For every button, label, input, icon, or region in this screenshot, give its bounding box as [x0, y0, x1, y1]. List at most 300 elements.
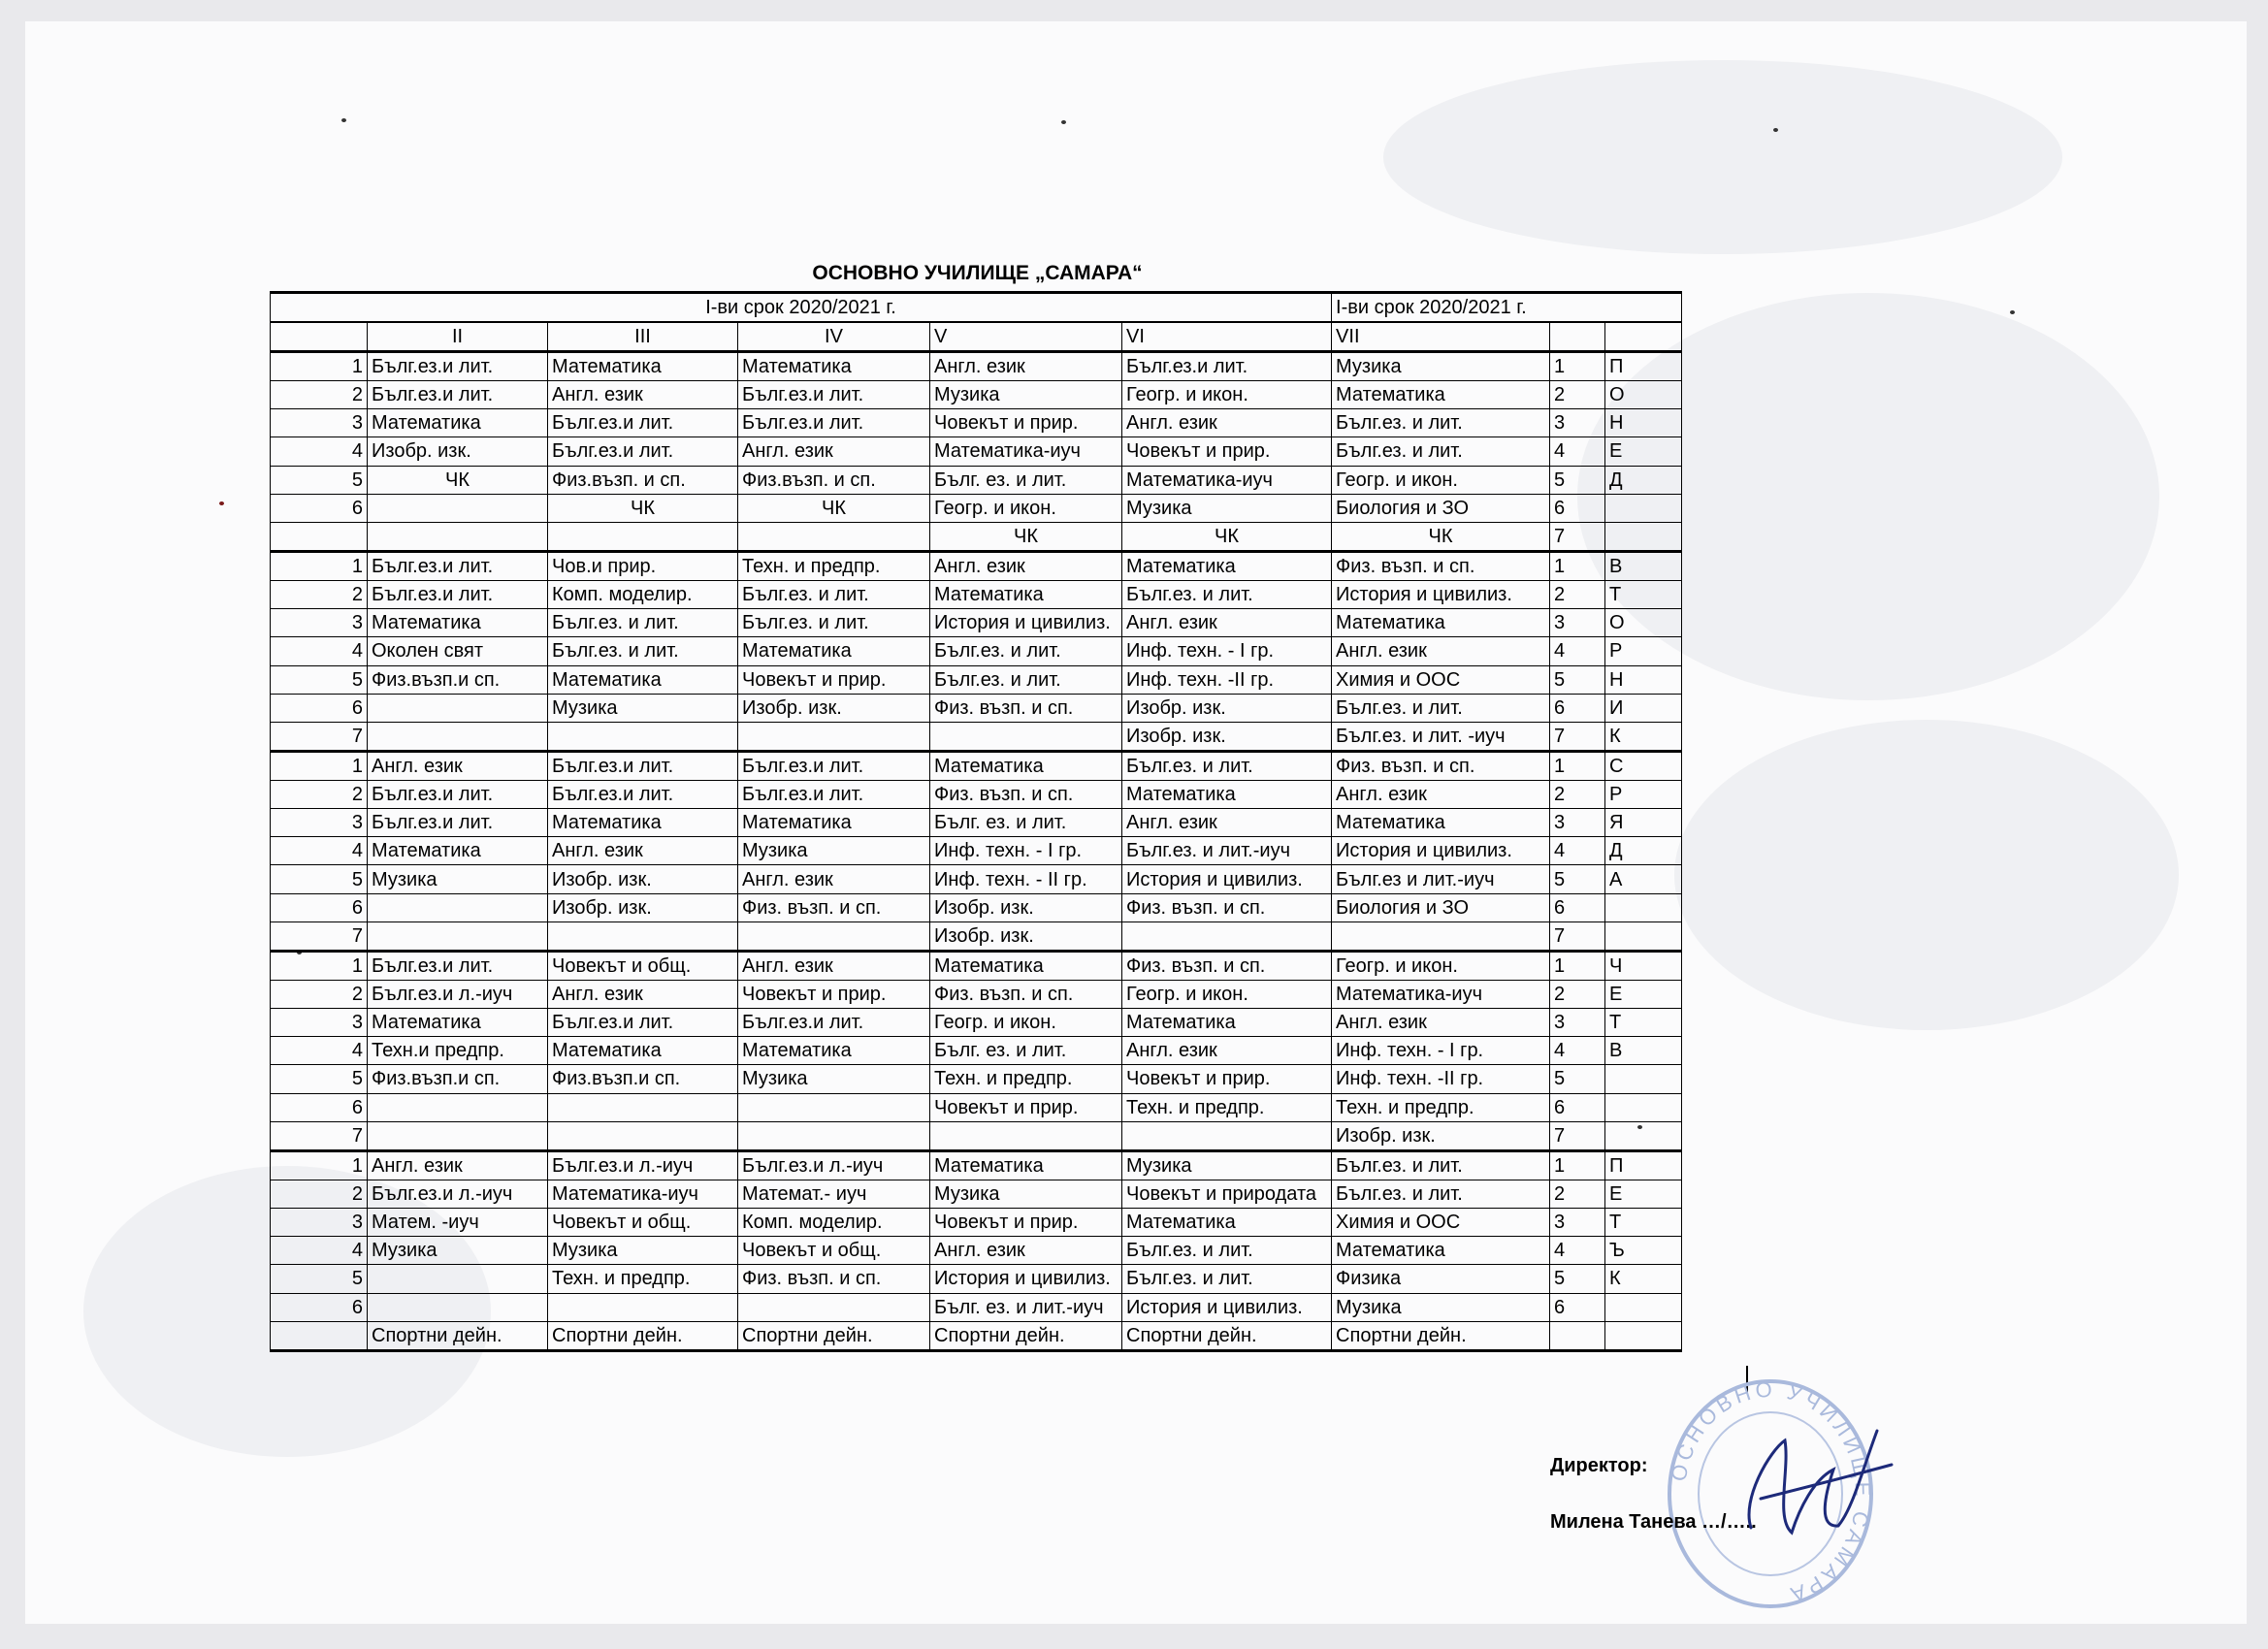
period-number-cell: 6 — [271, 1093, 368, 1121]
schedule-row — [271, 751, 1682, 780]
subject-cell: Бълг.ез.и лит. — [738, 751, 930, 780]
subject-cell: Бълг.ез.и лит. — [548, 437, 738, 466]
schedule-row — [271, 837, 1682, 865]
day-letter-cell: Р — [1605, 637, 1682, 665]
subject-cell: Бълг.ез. и лит. -иуч — [1332, 722, 1550, 751]
day-letter-cell — [1605, 522, 1682, 551]
subject-cell: Математика — [738, 352, 930, 381]
schedule-row — [271, 665, 1682, 694]
corner-cell — [1550, 322, 1605, 352]
subject-cell: Математика — [1332, 381, 1550, 409]
subject-cell: Англ. език — [1122, 809, 1332, 837]
subject-cell: Техн. и предпр. — [548, 1265, 738, 1293]
subject-cell: Биология и ЗО — [1332, 494, 1550, 522]
schedule-row — [271, 1121, 1682, 1150]
subject-cell: Математика — [930, 951, 1122, 980]
subject-cell: Химия и ООС — [1332, 1208, 1550, 1236]
day-letter-cell: Д — [1605, 837, 1682, 865]
subject-cell: Англ. език — [930, 1237, 1122, 1265]
day-letter-cell: Т — [1605, 1009, 1682, 1037]
subject-cell: ЧК — [548, 494, 738, 522]
term-label-left: I-ви срок 2020/2021 г. — [271, 293, 1332, 323]
subject-cell — [368, 922, 548, 951]
period-number-cell: 1 — [271, 751, 368, 780]
subject-cell: Музика — [1122, 494, 1332, 522]
corner-cell — [271, 322, 368, 352]
period-number-right-cell: 1 — [1550, 1150, 1605, 1180]
speck — [341, 118, 346, 122]
subject-cell: Бълг.ез.и лит. — [548, 409, 738, 437]
day-letter-cell — [1605, 1093, 1682, 1121]
period-number-cell: 2 — [271, 1180, 368, 1208]
period-number-right-cell: 5 — [1550, 1065, 1605, 1093]
subject-cell: Техн. и предпр. — [738, 551, 930, 580]
class-header-VI: VI — [1122, 322, 1332, 352]
period-number-right-cell: 3 — [1550, 409, 1605, 437]
subject-cell: Музика — [930, 381, 1122, 409]
subject-cell: Спортни дейн. — [548, 1321, 738, 1350]
period-number-right-cell: 1 — [1550, 751, 1605, 780]
subject-cell: Човекът и общ. — [548, 951, 738, 980]
period-number-right-cell: 5 — [1550, 1265, 1605, 1293]
subject-cell: Спортни дейн. — [738, 1321, 930, 1350]
subject-cell: Музика — [1332, 1293, 1550, 1321]
period-number-cell: 2 — [271, 780, 368, 808]
subject-cell: Бълг.ез и лит.-иуч — [1332, 865, 1550, 893]
schedule-row — [271, 1037, 1682, 1065]
subject-cell: Математ.- иуч — [738, 1180, 930, 1208]
subject-cell: Техн. и предпр. — [930, 1065, 1122, 1093]
period-number-cell — [271, 1321, 368, 1350]
subject-cell — [368, 494, 548, 522]
period-number-right-cell: 6 — [1550, 1093, 1605, 1121]
period-number-right-cell: 6 — [1550, 893, 1605, 922]
subject-cell: Англ. език — [548, 381, 738, 409]
day-letter-cell: В — [1605, 551, 1682, 580]
subject-cell — [1122, 922, 1332, 951]
subject-cell: Бълг.ез.и лит. — [368, 780, 548, 808]
class-header-VII: VII — [1332, 322, 1550, 352]
schedule-row — [271, 1009, 1682, 1037]
subject-cell: Техн. и предпр. — [1332, 1093, 1550, 1121]
subject-cell — [738, 1121, 930, 1150]
seal-text: ОСНОВНО УЧИЛИЩЕ САМАРА — [1666, 1376, 1876, 1608]
period-number-cell: 6 — [271, 893, 368, 922]
period-number-cell: 2 — [271, 980, 368, 1008]
subject-cell — [930, 1121, 1122, 1150]
period-number-right-cell: 4 — [1550, 1237, 1605, 1265]
subject-cell: Физ.възп.и сп. — [368, 1065, 548, 1093]
class-header-IV: IV — [738, 322, 930, 352]
class-header-row — [271, 322, 1682, 352]
period-number-right-cell: 5 — [1550, 665, 1605, 694]
subject-cell: Англ. език — [1122, 409, 1332, 437]
period-number-right-cell: 3 — [1550, 1208, 1605, 1236]
subject-cell: Изобр. изк. — [1122, 722, 1332, 751]
schedule-row — [271, 551, 1682, 580]
subject-cell: Математика — [368, 1009, 548, 1037]
subject-cell: Бълг.ез.и л.-иуч — [368, 980, 548, 1008]
subject-cell — [548, 1093, 738, 1121]
subject-cell: Бълг.ез.и л.-иуч — [368, 1180, 548, 1208]
subject-cell: Математика — [548, 1037, 738, 1065]
subject-cell — [738, 922, 930, 951]
schedule-row — [271, 637, 1682, 665]
subject-cell: Физика — [1332, 1265, 1550, 1293]
director-signature — [1732, 1411, 1896, 1562]
subject-cell: Физ. възп. и сп. — [930, 780, 1122, 808]
schedule-row — [271, 466, 1682, 494]
period-number-cell: 6 — [271, 494, 368, 522]
schedule-row — [271, 1150, 1682, 1180]
subject-cell: Англ. език — [548, 980, 738, 1008]
subject-cell: Англ. език — [1122, 609, 1332, 637]
subject-cell: Човекът и общ. — [548, 1208, 738, 1236]
subject-cell — [738, 722, 930, 751]
period-number-right-cell: 7 — [1550, 722, 1605, 751]
subject-cell: Математика — [368, 837, 548, 865]
subject-cell — [738, 1293, 930, 1321]
subject-cell: Геогр. и икон. — [1122, 381, 1332, 409]
subject-cell: Спортни дейн. — [930, 1321, 1122, 1350]
day-letter-cell — [1605, 1321, 1682, 1350]
schedule-row — [271, 694, 1682, 722]
subject-cell: Изобр. изк. — [548, 865, 738, 893]
period-number-cell: 5 — [271, 865, 368, 893]
period-number-right-cell: 2 — [1550, 381, 1605, 409]
subject-cell: Спортни дейн. — [1332, 1321, 1550, 1350]
schedule-row — [271, 893, 1682, 922]
subject-cell: Бълг.ез.и лит. — [738, 381, 930, 409]
period-number-cell: 4 — [271, 1037, 368, 1065]
period-number-cell: 5 — [271, 665, 368, 694]
subject-cell: Бълг.ез. и лит. — [930, 665, 1122, 694]
subject-cell: Техн. и предпр. — [1122, 1093, 1332, 1121]
subject-cell: Бълг.ез.и лит. — [368, 951, 548, 980]
director-name: Милена Танева …/….. — [1550, 1511, 1757, 1533]
period-number-right-cell: 3 — [1550, 809, 1605, 837]
subject-cell: Музика — [738, 1065, 930, 1093]
subject-cell: Музика — [1122, 1150, 1332, 1180]
subject-cell: Бълг. ез. и лит. — [930, 809, 1122, 837]
subject-cell: ЧК — [1122, 522, 1332, 551]
period-number-cell: 3 — [271, 1208, 368, 1236]
period-number-right-cell: 7 — [1550, 522, 1605, 551]
subject-cell: Бълг.ез.и лит. — [548, 1009, 738, 1037]
subject-cell: Матем. -иуч — [368, 1208, 548, 1236]
subject-cell: Бълг.ез.и лит. — [368, 580, 548, 608]
period-number-cell — [271, 522, 368, 551]
subject-cell: Математика — [930, 751, 1122, 780]
subject-cell: Бълг.ез. и лит. — [1332, 1150, 1550, 1180]
day-letter-cell: Т — [1605, 580, 1682, 608]
subject-cell: История и цивилиз. — [1332, 580, 1550, 608]
subject-cell — [368, 1093, 548, 1121]
period-number-right-cell: 1 — [1550, 951, 1605, 980]
schedule-row — [271, 352, 1682, 381]
subject-cell: Инф. техн. -II гр. — [1122, 665, 1332, 694]
schedule-row — [271, 980, 1682, 1008]
period-number-right-cell: 6 — [1550, 694, 1605, 722]
subject-cell: Бълг. ез. и лит. — [930, 466, 1122, 494]
subject-cell: Изобр. изк. — [1332, 1121, 1550, 1150]
subject-cell: Бълг.ез.и лит. — [738, 780, 930, 808]
period-number-right-cell: 2 — [1550, 780, 1605, 808]
subject-cell: Физ.възп. и сп. — [548, 466, 738, 494]
subject-cell: Математика — [1332, 809, 1550, 837]
term-header-row — [271, 293, 1682, 323]
subject-cell: Бълг.ез.и лит. — [1122, 352, 1332, 381]
subject-cell: Човекът и прир. — [1122, 1065, 1332, 1093]
subject-cell: Математика — [1122, 780, 1332, 808]
subject-cell: Инф. техн. -II гр. — [1332, 1065, 1550, 1093]
subject-cell: Инф. техн. - I гр. — [1122, 637, 1332, 665]
period-number-cell: 7 — [271, 922, 368, 951]
subject-cell — [738, 1093, 930, 1121]
day-letter-cell: Д — [1605, 466, 1682, 494]
subject-cell: Бълг.ез.и л.-иуч — [738, 1150, 930, 1180]
day-letter-cell — [1605, 494, 1682, 522]
subject-cell: Бълг. ез. и лит.-иуч — [930, 1293, 1122, 1321]
day-letter-cell: Е — [1605, 1180, 1682, 1208]
subject-cell: Изобр. изк. — [930, 893, 1122, 922]
subject-cell: Бълг.ез.и лит. — [368, 551, 548, 580]
subject-cell: Музика — [368, 1237, 548, 1265]
subject-cell — [1122, 1121, 1332, 1150]
subject-cell — [930, 722, 1122, 751]
subject-cell: Бълг.ез. и лит. — [930, 637, 1122, 665]
subject-cell: Бълг.ез. и лит. — [548, 609, 738, 637]
period-number-right-cell: 4 — [1550, 437, 1605, 466]
subject-cell: Англ. език — [1332, 637, 1550, 665]
subject-cell: Човекът и прир. — [1122, 437, 1332, 466]
class-header-V: V — [930, 322, 1122, 352]
subject-cell — [548, 1121, 738, 1150]
period-number-cell: 4 — [271, 1237, 368, 1265]
day-letter-cell: Ъ — [1605, 1237, 1682, 1265]
subject-cell: Англ. език — [930, 352, 1122, 381]
period-number-cell: 5 — [271, 1265, 368, 1293]
subject-cell: Изобр. изк. — [930, 922, 1122, 951]
subject-cell: Математика — [548, 665, 738, 694]
day-letter-cell: Р — [1605, 780, 1682, 808]
day-letter-cell: К — [1605, 1265, 1682, 1293]
subject-cell: Човекът и природата — [1122, 1180, 1332, 1208]
subject-cell: Англ. език — [548, 837, 738, 865]
subject-cell: Бълг.ез.и лит. — [548, 780, 738, 808]
subject-cell: Физ. възп. и сп. — [738, 893, 930, 922]
subject-cell: Математика — [930, 580, 1122, 608]
period-number-right-cell: 4 — [1550, 637, 1605, 665]
subject-cell: Англ. език — [930, 551, 1122, 580]
subject-cell: История и цивилиз. — [1122, 1293, 1332, 1321]
subject-cell: Бълг.ез.и лит. — [738, 409, 930, 437]
speck — [1773, 128, 1778, 132]
class-header-II: II — [368, 322, 548, 352]
schedule-row — [271, 494, 1682, 522]
subject-cell: Инф. техн. - I гр. — [930, 837, 1122, 865]
day-letter-cell: О — [1605, 609, 1682, 637]
subject-cell: Бълг.ез.и лит. — [368, 352, 548, 381]
subject-cell: Бълг.ез.и лит. — [548, 751, 738, 780]
subject-cell: Комп. моделир. — [738, 1208, 930, 1236]
period-number-right-cell: 1 — [1550, 352, 1605, 381]
schedule-row — [271, 951, 1682, 980]
subject-cell: Бълг.ез. и лит. — [738, 609, 930, 637]
subject-cell: Изобр. изк. — [1122, 694, 1332, 722]
period-number-right-cell: 4 — [1550, 1037, 1605, 1065]
subject-cell — [548, 722, 738, 751]
day-letter-cell: А — [1605, 865, 1682, 893]
subject-cell: Англ. език — [1122, 1037, 1332, 1065]
subject-cell: Музика — [548, 694, 738, 722]
subject-cell — [548, 1293, 738, 1321]
subject-cell: Бълг.ез. и лит. — [1332, 1180, 1550, 1208]
schedule-row — [271, 1065, 1682, 1093]
day-letter-cell: Н — [1605, 409, 1682, 437]
period-number-right-cell: 2 — [1550, 1180, 1605, 1208]
schedule-row — [271, 722, 1682, 751]
day-letter-cell: Е — [1605, 437, 1682, 466]
period-number-right-cell: 3 — [1550, 609, 1605, 637]
day-letter-cell: Е — [1605, 980, 1682, 1008]
schedule-row — [271, 437, 1682, 466]
subject-cell: Бълг.ез. и лит. — [548, 637, 738, 665]
subject-cell: Математика — [1332, 609, 1550, 637]
subject-cell — [548, 522, 738, 551]
subject-cell: Спортни дейн. — [368, 1321, 548, 1350]
subject-cell: Математика — [1122, 1208, 1332, 1236]
subject-cell: Англ. език — [368, 1150, 548, 1180]
day-letter-cell — [1605, 1121, 1682, 1150]
period-number-cell: 4 — [271, 837, 368, 865]
subject-cell: Човекът и прир. — [930, 1093, 1122, 1121]
subject-cell: Бълг.ез. и лит. — [1332, 409, 1550, 437]
subject-cell: Бълг. ез. и лит. — [930, 1037, 1122, 1065]
period-number-cell: 2 — [271, 580, 368, 608]
class-header-III: III — [548, 322, 738, 352]
period-number-cell: 3 — [271, 409, 368, 437]
period-number-cell: 3 — [271, 1009, 368, 1037]
schedule-row — [271, 1208, 1682, 1236]
subject-cell: Физ.възп. и сп. — [738, 466, 930, 494]
period-number-cell: 4 — [271, 637, 368, 665]
period-number-right-cell: 5 — [1550, 466, 1605, 494]
schedule-row — [271, 1293, 1682, 1321]
subject-cell: Математика — [368, 609, 548, 637]
period-number-right-cell: 7 — [1550, 1121, 1605, 1150]
subject-cell: ЧК — [368, 466, 548, 494]
subject-cell: Геогр. и икон. — [1332, 466, 1550, 494]
subject-cell: Математика — [1122, 551, 1332, 580]
schedule-row — [271, 1265, 1682, 1293]
period-number-cell: 1 — [271, 951, 368, 980]
subject-cell: Бълг.ез. и лит. — [1332, 437, 1550, 466]
subject-cell: Англ. език — [1332, 1009, 1550, 1037]
subject-cell: ЧК — [1332, 522, 1550, 551]
day-letter-cell: Я — [1605, 809, 1682, 837]
schedule-row — [271, 809, 1682, 837]
subject-cell: Бълг.ез. и лит. — [1332, 694, 1550, 722]
subject-cell: Англ. език — [738, 951, 930, 980]
period-number-cell: 3 — [271, 609, 368, 637]
subject-cell — [368, 893, 548, 922]
schedule-row — [271, 580, 1682, 608]
schedule-row — [271, 1237, 1682, 1265]
subject-cell: Бълг.ез. и лит. — [1122, 1237, 1332, 1265]
subject-cell — [1332, 922, 1550, 951]
subject-cell: Химия и ООС — [1332, 665, 1550, 694]
subject-cell: Човекът и общ. — [738, 1237, 930, 1265]
schedule-row — [271, 522, 1682, 551]
subject-cell: Математика-иуч — [1122, 466, 1332, 494]
schedule-row — [271, 609, 1682, 637]
day-letter-cell: Н — [1605, 665, 1682, 694]
period-number-cell: 6 — [271, 694, 368, 722]
period-number-right-cell: 6 — [1550, 494, 1605, 522]
subject-cell: Физ. възп. и сп. — [1332, 551, 1550, 580]
subject-cell: История и цивилиз. — [1122, 865, 1332, 893]
period-number-cell: 7 — [271, 722, 368, 751]
subject-cell — [368, 1121, 548, 1150]
subject-cell — [368, 1265, 548, 1293]
day-letter-cell — [1605, 922, 1682, 951]
subject-cell: Бълг.ез.и лит. — [368, 809, 548, 837]
subject-cell: Техн.и предпр. — [368, 1037, 548, 1065]
subject-cell: ЧК — [930, 522, 1122, 551]
subject-cell: Бълг.ез.и л.-иуч — [548, 1150, 738, 1180]
subject-cell: Математика — [738, 1037, 930, 1065]
period-number-cell: 5 — [271, 1065, 368, 1093]
day-letter-cell — [1605, 1293, 1682, 1321]
schedule-row — [271, 381, 1682, 409]
period-number-right-cell: 3 — [1550, 1009, 1605, 1037]
subject-cell: Математика — [1332, 1237, 1550, 1265]
subject-cell: Музика — [738, 837, 930, 865]
period-number-right-cell: 2 — [1550, 980, 1605, 1008]
subject-cell: Физ.възп.и сп. — [368, 665, 548, 694]
subject-cell: История и цивилиз. — [930, 609, 1122, 637]
subject-cell: Физ. възп. и сп. — [1332, 751, 1550, 780]
subject-cell: История и цивилиз. — [1332, 837, 1550, 865]
subject-cell: Математика-иуч — [1332, 980, 1550, 1008]
day-letter-cell: П — [1605, 1150, 1682, 1180]
day-letter-cell: В — [1605, 1037, 1682, 1065]
subject-cell: Математика — [738, 809, 930, 837]
subject-cell: Физ. възп. и сп. — [1122, 893, 1332, 922]
subject-cell: Физ. възп. и сп. — [930, 694, 1122, 722]
subject-cell: ЧК — [738, 494, 930, 522]
subject-cell: Музика — [548, 1237, 738, 1265]
subject-cell: Физ. възп. и сп. — [930, 980, 1122, 1008]
day-letter-cell: Ч — [1605, 951, 1682, 980]
subject-cell: Математика-иуч — [930, 437, 1122, 466]
period-number-right-cell: 1 — [1550, 551, 1605, 580]
paper-shade — [1383, 60, 2062, 254]
subject-cell: Англ. език — [368, 751, 548, 780]
subject-cell: Изобр. изк. — [368, 437, 548, 466]
subject-cell — [738, 522, 930, 551]
day-letter-cell: П — [1605, 352, 1682, 381]
subject-cell: Бълг.ез. и лит.-иуч — [1122, 837, 1332, 865]
subject-cell: Човекът и прир. — [738, 980, 930, 1008]
day-letter-cell — [1605, 893, 1682, 922]
subject-cell — [368, 694, 548, 722]
subject-cell: Музика — [1332, 352, 1550, 381]
corner-cell — [1605, 322, 1682, 352]
weekly-schedule-table — [270, 291, 1682, 1352]
subject-cell: Изобр. изк. — [548, 893, 738, 922]
